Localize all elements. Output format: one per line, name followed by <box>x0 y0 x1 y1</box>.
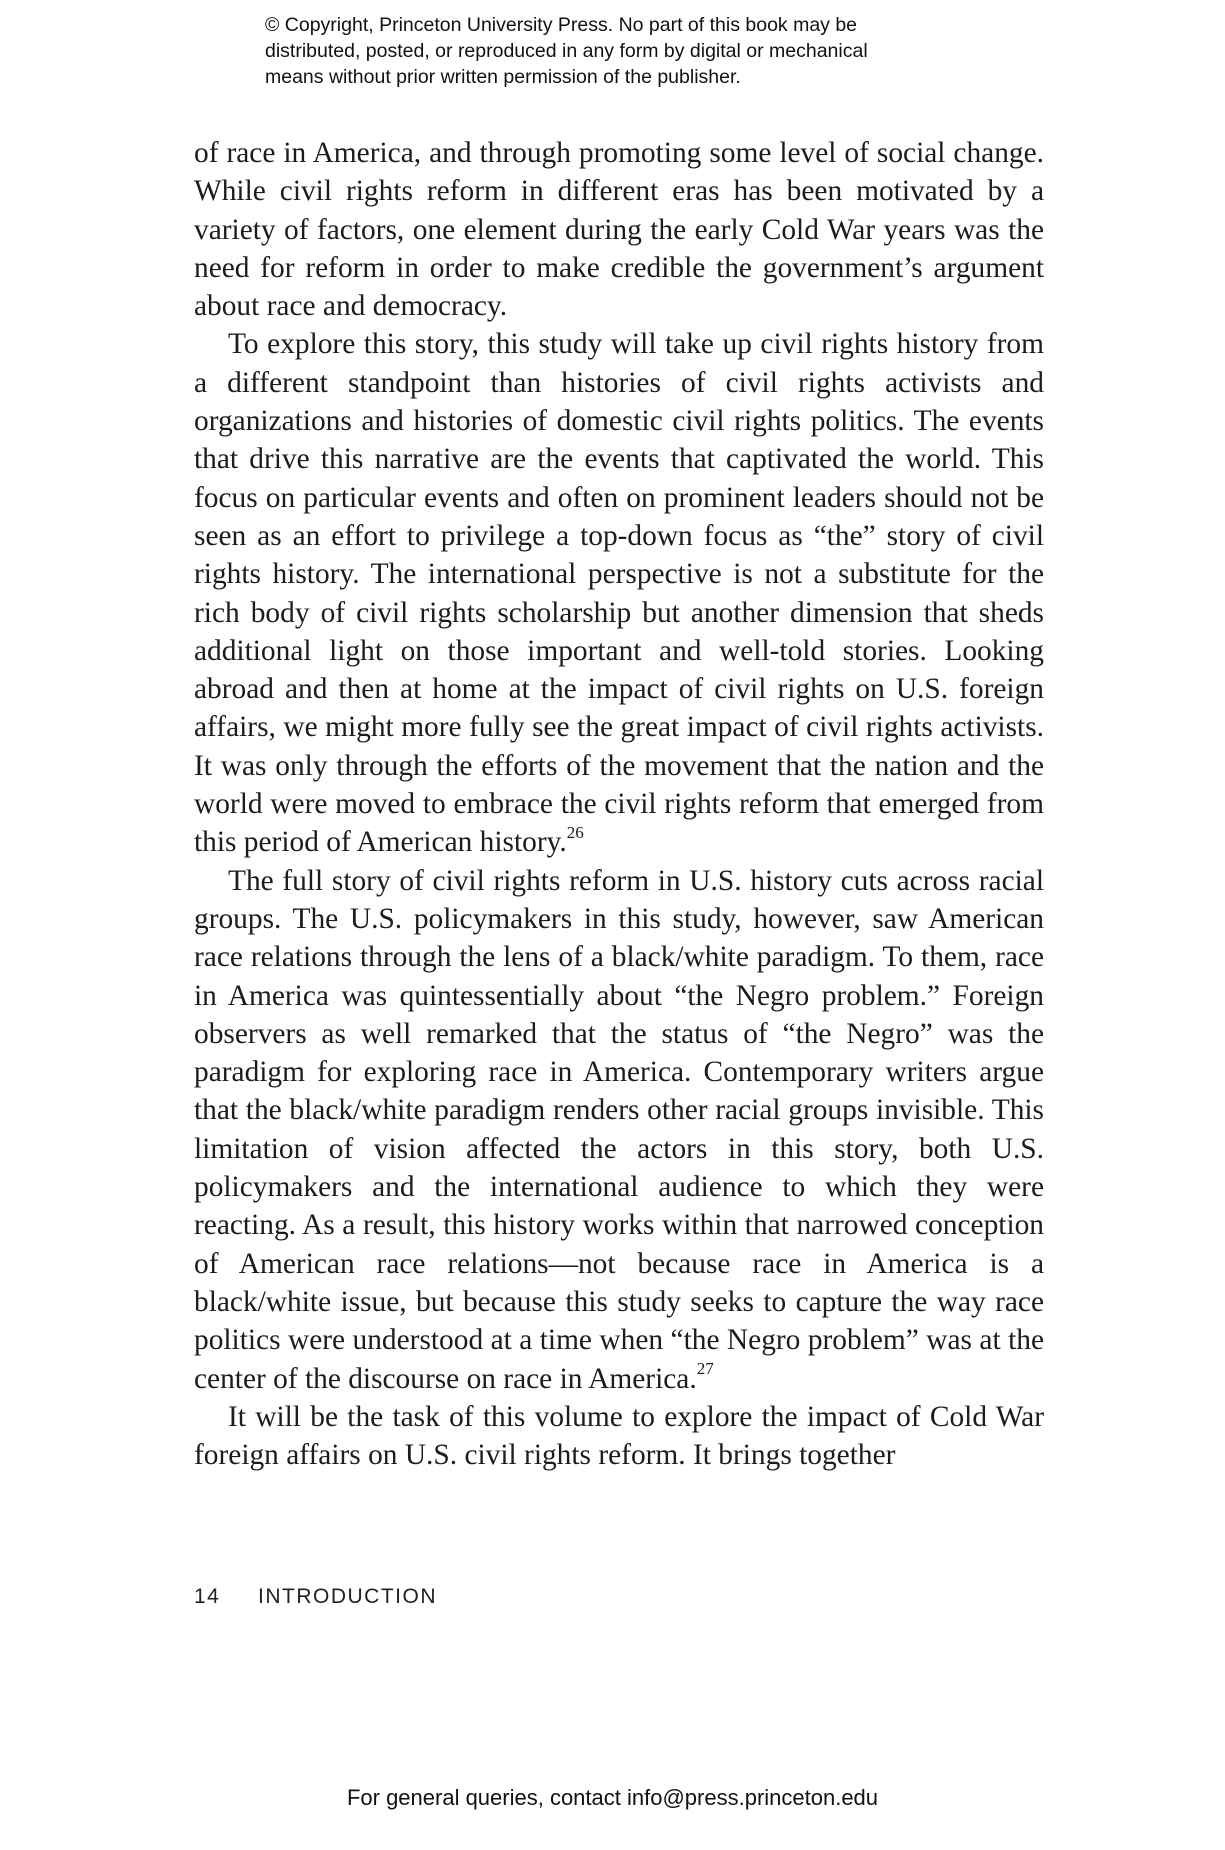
running-title: INTRODUCTION <box>258 1585 437 1608</box>
contact-line: For general queries, contact info@press.princeton.edu <box>346 1785 879 1810</box>
paragraph <box>194 862 1044 1398</box>
footnote-ref[interactable]: 27 <box>696 1358 714 1378</box>
running-footer <box>194 1585 437 1609</box>
copyright-line: means without prior written permission of the publisher. <box>265 66 741 88</box>
body-text <box>194 134 1044 1474</box>
paragraph-text: It will be the task of this volume to explore the impact of Cold War foreign affairs on U.S. civil rights reform. It brings together <box>194 1400 1044 1472</box>
page-number: 14 <box>194 1585 221 1608</box>
paragraph-text: The full story of civil rights reform in U.S. history cuts across racial groups. The U.S. policymakers in this study, however, saw American race relations through the lens of a black/white paradigm. To them, race in America was quintessentially about “the Negro problem.” Foreign observers as well remarked that the status of “the Negro” was the paradigm for exploring race in America. Contemporary writers argue that the black/white paradigm renders other racial groups invisible. This limitation of vision affected the actors in this story, both U.S. policymakers and the international audience to which they were reacting. As a result, this history works within that narrowed conception of American race relations—not because race in America is a black/white issue, but because this study seeks to capture the way race politics were understood at a time when “the Negro problem” was at the center of the discourse on race in America. <box>194 864 1044 1395</box>
copyright-line: © Copyright, Princeton University Press. No part of this book may be <box>265 14 858 36</box>
paragraph-text: To explore this story, this study will take up civil rights history from a different standpoint than histories of civil rights activists and organizations and histories of domestic civil rights politics. The events that drive this narrative are the events that captivated the world. This focus on particular events and often on prominent leaders should not be seen as an effort to privilege a top-down focus as “the” story of civil rights history. The international perspective is not a substitute for the rich body of civil rights scholarship but another dimension that sheds additional light on those important and well-told stories. Looking abroad and then at home at the impact of civil rights on U.S. foreign affairs, we might more fully see the great impact of civil rights activists. It was only through the efforts of the movement that the nation and the world were moved to embrace the civil rights reform that emerged from this period of American history. <box>194 328 1044 859</box>
copyright-line: distributed, posted, or reproduced in any form by digital or mechanical <box>265 40 868 62</box>
paragraph-text: of race in America, and through promoting some level of social change. While civil rights reform in different eras has been motivated by a variety of factors, one element during the early Cold War years was the need for reform in order to make credible the government’s argument about race and democracy. <box>194 137 1044 323</box>
copyright-notice <box>265 12 1025 90</box>
paragraph <box>194 325 1044 861</box>
paragraph <box>194 134 1044 325</box>
paragraph <box>194 1398 1044 1475</box>
footnote-ref[interactable]: 26 <box>566 822 584 842</box>
